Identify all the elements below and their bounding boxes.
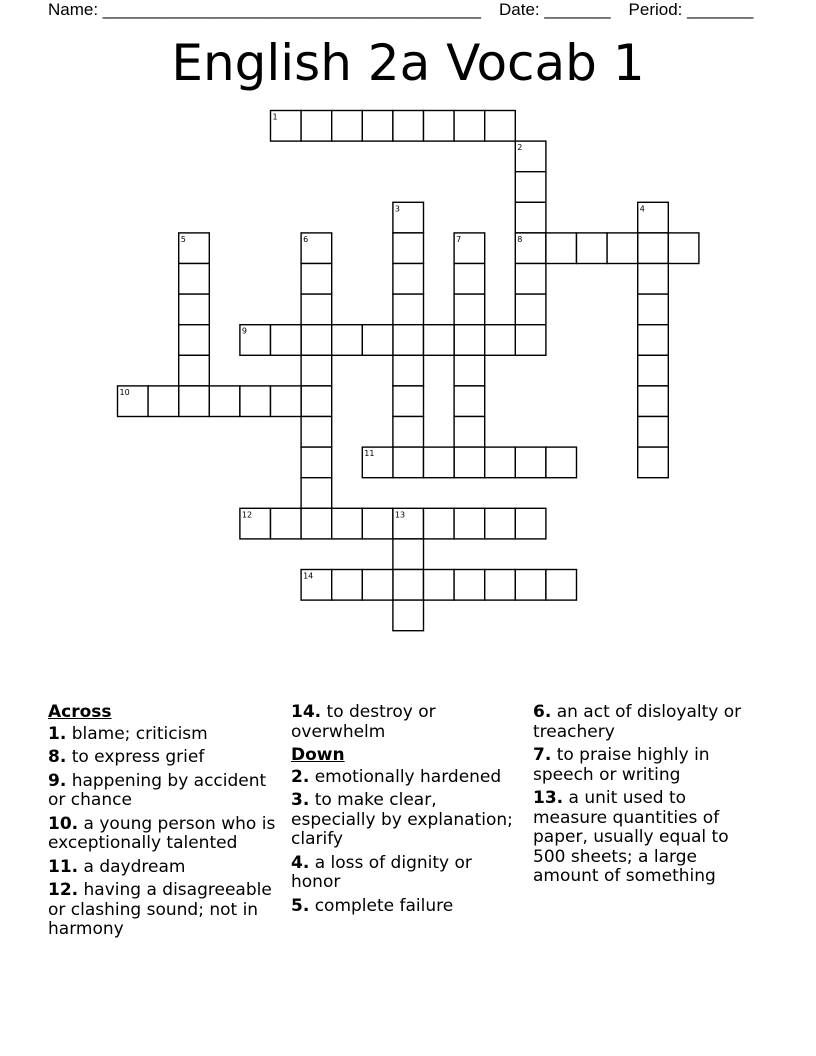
grid-cell[interactable] xyxy=(209,386,240,417)
clue-across-8 xyxy=(48,748,278,768)
clue-number: 8. xyxy=(48,747,67,767)
clue-down-13 xyxy=(533,789,763,887)
grid-cell[interactable] xyxy=(424,325,455,356)
grid-cell[interactable] xyxy=(393,539,424,570)
page-title: English 2a Vocab 1 xyxy=(171,34,645,92)
clue-across-12 xyxy=(48,881,278,940)
grid-cell[interactable] xyxy=(301,111,332,142)
down-heading: Down xyxy=(291,745,345,765)
cell-number: 8 xyxy=(517,234,523,244)
clues-column-3 xyxy=(533,703,763,891)
cell-number: 3 xyxy=(394,204,400,214)
clue-text: blame; criticism xyxy=(71,723,208,744)
clue-number: 2. xyxy=(291,766,310,787)
grid-cell[interactable] xyxy=(179,325,210,356)
grid-cell[interactable] xyxy=(301,570,332,601)
grid-cell[interactable] xyxy=(454,570,485,601)
clue-number: 1. xyxy=(48,723,67,744)
grid-cell[interactable] xyxy=(179,264,210,295)
grid-cell[interactable] xyxy=(515,570,546,601)
clue-number: 10. xyxy=(48,813,79,834)
clue-across-11 xyxy=(48,858,278,878)
clue-number: 9. xyxy=(48,770,67,791)
grid-cell[interactable] xyxy=(118,386,149,417)
clue-text: a young person who is exceptionally talented xyxy=(48,813,276,853)
grid-cell[interactable] xyxy=(393,570,424,601)
grid-cell[interactable] xyxy=(393,447,424,478)
grid-cell[interactable] xyxy=(271,325,302,356)
grid-cell[interactable] xyxy=(179,233,210,264)
grid-cell[interactable] xyxy=(148,386,179,417)
clue-text: to make clear, especially by explanation; clarify xyxy=(291,790,513,849)
clue-across-1 xyxy=(48,725,278,745)
grid-cell[interactable] xyxy=(454,508,485,539)
cell-number: 1 xyxy=(272,112,278,122)
clue-number: 13. xyxy=(533,788,564,808)
grid-cell[interactable] xyxy=(515,233,546,264)
clue-down-2 xyxy=(291,768,526,788)
grid-cell[interactable] xyxy=(393,233,424,264)
grid-cell[interactable] xyxy=(638,233,669,264)
clue-number: 5. xyxy=(291,895,310,916)
grid-cell[interactable] xyxy=(179,294,210,325)
clue-text: to destroy or overwhelm xyxy=(291,702,436,742)
clue-down-4 xyxy=(291,854,526,893)
grid-cell[interactable] xyxy=(485,111,516,142)
grid-cell[interactable] xyxy=(546,570,577,601)
date-field[interactable]: Date: _______ xyxy=(498,0,611,19)
clue-number: 14. xyxy=(291,702,322,722)
clue-down-6 xyxy=(533,703,763,742)
clue-across-9 xyxy=(48,772,278,811)
period-field[interactable]: Period: _______ xyxy=(628,0,754,19)
grid-cell[interactable] xyxy=(393,264,424,295)
clue-text: emotionally hardened xyxy=(314,766,502,787)
clue-number: 3. xyxy=(291,790,310,810)
grid-cell[interactable] xyxy=(638,294,669,325)
grid-cell[interactable] xyxy=(454,294,485,325)
grid-cell[interactable] xyxy=(301,508,332,539)
grid-cell[interactable] xyxy=(454,111,485,142)
grid-cell[interactable] xyxy=(301,386,332,417)
cell-number: 13 xyxy=(394,510,406,520)
grid-cell[interactable] xyxy=(393,386,424,417)
clue-down-3 xyxy=(291,791,526,850)
grid-cell[interactable] xyxy=(485,447,516,478)
grid-cell[interactable] xyxy=(638,447,669,478)
clue-down-5 xyxy=(291,897,526,917)
grid-cell[interactable] xyxy=(454,355,485,386)
grid-cell[interactable] xyxy=(179,386,210,417)
cell-number: 6 xyxy=(303,234,309,244)
grid-cell[interactable] xyxy=(393,417,424,448)
grid-cell[interactable] xyxy=(546,447,577,478)
cell-number: 7 xyxy=(456,234,462,244)
grid-cell[interactable] xyxy=(424,508,455,539)
grid-cell[interactable] xyxy=(271,508,302,539)
clue-down-7 xyxy=(533,746,763,785)
grid-cell[interactable] xyxy=(515,172,546,203)
grid-cell[interactable] xyxy=(301,355,332,386)
clue-number: 12. xyxy=(48,880,79,900)
grid-cell[interactable] xyxy=(515,202,546,233)
grid-cell[interactable] xyxy=(301,325,332,356)
grid-cell[interactable] xyxy=(271,111,302,142)
grid-cell[interactable] xyxy=(332,325,363,356)
clue-number: 6. xyxy=(533,702,552,722)
grid-cell[interactable] xyxy=(638,325,669,356)
grid-cell[interactable] xyxy=(515,325,546,356)
grid-cell[interactable] xyxy=(271,386,302,417)
cell-number: 5 xyxy=(180,234,186,244)
grid-cell[interactable] xyxy=(332,570,363,601)
grid-cell[interactable] xyxy=(668,233,699,264)
grid-cell[interactable] xyxy=(638,264,669,295)
grid-cell[interactable] xyxy=(362,111,393,142)
clues-column-2 xyxy=(291,703,526,920)
clue-text: to express grief xyxy=(71,747,205,767)
grid-cell[interactable] xyxy=(393,325,424,356)
cell-number: 14 xyxy=(303,571,314,581)
grid-cell[interactable] xyxy=(393,355,424,386)
grid-cell[interactable] xyxy=(332,508,363,539)
grid-cell[interactable] xyxy=(362,508,393,539)
grid-cell[interactable] xyxy=(424,447,455,478)
grid-cell[interactable] xyxy=(638,386,669,417)
grid-cell[interactable] xyxy=(301,264,332,295)
grid-cell[interactable] xyxy=(515,447,546,478)
grid-cell[interactable] xyxy=(454,325,485,356)
grid-cell[interactable] xyxy=(301,478,332,509)
clue-text: an act of disloyalty or treachery xyxy=(533,702,742,742)
grid-cell[interactable] xyxy=(362,325,393,356)
grid-cell[interactable] xyxy=(515,294,546,325)
grid-cell[interactable] xyxy=(577,233,608,264)
grid-cell[interactable] xyxy=(240,508,271,539)
clue-text: a loss of dignity or honor xyxy=(291,852,472,892)
grid-cell[interactable] xyxy=(332,111,363,142)
grid-cell[interactable] xyxy=(362,570,393,601)
grid-cell[interactable] xyxy=(393,600,424,631)
grid-cell[interactable] xyxy=(607,233,638,264)
clue-text: happening by accident or chance xyxy=(48,770,267,810)
grid-cell[interactable] xyxy=(301,294,332,325)
grid-cell[interactable] xyxy=(393,508,424,539)
grid-cell[interactable] xyxy=(301,447,332,478)
grid-cell[interactable] xyxy=(638,417,669,448)
grid-cell[interactable] xyxy=(515,508,546,539)
grid-cell[interactable] xyxy=(393,111,424,142)
name-field[interactable]: Name: ________________________________________ xyxy=(48,0,481,19)
grid-cell[interactable] xyxy=(515,141,546,172)
student-info-header xyxy=(48,0,771,20)
grid-cell[interactable] xyxy=(485,325,516,356)
grid-cell[interactable] xyxy=(362,447,393,478)
clue-text: complete failure xyxy=(314,895,454,916)
grid-cell[interactable] xyxy=(454,264,485,295)
clue-number: 4. xyxy=(291,852,310,873)
cell-number: 4 xyxy=(639,204,645,214)
clue-number: 11. xyxy=(48,856,79,877)
clue-across-10 xyxy=(48,815,278,854)
cell-number: 12 xyxy=(241,510,253,520)
grid-cell[interactable] xyxy=(485,570,516,601)
grid-cell[interactable] xyxy=(638,355,669,386)
grid-cell[interactable] xyxy=(546,233,577,264)
grid-cell[interactable] xyxy=(301,417,332,448)
grid-cell[interactable] xyxy=(638,202,669,233)
clue-text: a daydream xyxy=(83,856,186,877)
clue-number: 7. xyxy=(533,745,552,765)
clue-across-14 xyxy=(291,703,526,742)
grid-cell[interactable] xyxy=(240,386,271,417)
grid-cell[interactable] xyxy=(240,325,271,356)
grid-cell[interactable] xyxy=(393,202,424,233)
clue-text: to praise highly in speech or writing xyxy=(533,745,710,785)
grid-cell[interactable] xyxy=(454,417,485,448)
grid-cell[interactable] xyxy=(454,447,485,478)
grid-cell[interactable] xyxy=(515,264,546,295)
grid-cell[interactable] xyxy=(179,355,210,386)
grid-cell[interactable] xyxy=(454,386,485,417)
cell-number: 9 xyxy=(241,326,247,336)
grid-cell[interactable] xyxy=(393,294,424,325)
clue-text: having a disagreeable or clashing sound; not in harmony xyxy=(48,880,272,939)
cell-number: 10 xyxy=(119,387,130,397)
clue-text: a unit used to measure quantities of paper, usually equal to 500 sheets; a large amount of something xyxy=(533,788,729,886)
grid-cell[interactable] xyxy=(485,508,516,539)
grid-cell[interactable] xyxy=(424,111,455,142)
grid-cell[interactable] xyxy=(301,233,332,264)
across-heading: Across xyxy=(48,702,112,722)
cell-number: 2 xyxy=(517,143,523,153)
grid-cell[interactable] xyxy=(454,233,485,264)
clues-column-1 xyxy=(48,703,278,944)
grid-cell[interactable] xyxy=(424,570,455,601)
cell-number: 11 xyxy=(364,449,375,459)
